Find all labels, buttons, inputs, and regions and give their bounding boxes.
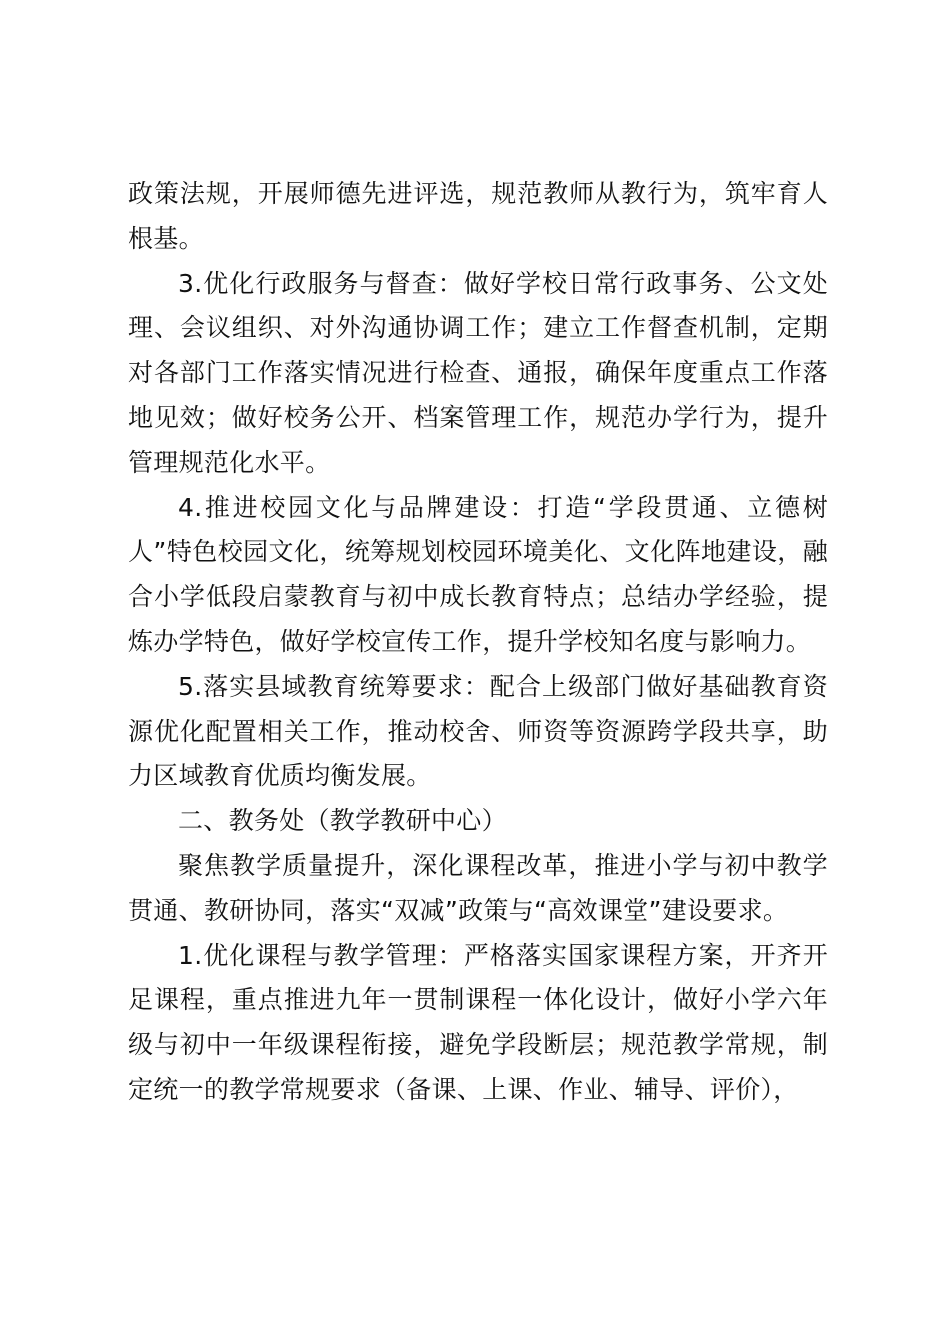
section-heading: 二、教务处（教学教研中心） — [178, 806, 507, 836]
paragraph-item-3: 3.优化行政服务与督查：做好学校日常行政事务、公文处理、会议组织、对外沟通协调工作；建立工作督查机制，定期对各部门工作落实情况进行检查、通报，确保年度重点工作落地见效；做好校务公开、档案管理工作，规范办学行为，提升管理规范化水平。 — [128, 268, 828, 477]
paragraph-continuation: 政策法规，开展师德先进评选，规范教师从教行为，筑牢育人根基。 — [128, 179, 828, 253]
paragraph-item-1: 1.优化课程与教学管理：严格落实国家课程方案，开齐开足课程，重点推进九年一贯制课程一体化设计，做好小学六年级与初中一年级课程衔接，避免学段断层；规范教学常规，制定统一的教学常规要求（备课、上课、作业、辅导、评价）， — [128, 940, 828, 1104]
paragraph-item-4: 4.推进校园文化与品牌建设：打造“学段贯通、立德树人”特色校园文化，统筹规划校园环境美化、文化阵地建设，融合小学低段启蒙教育与初中成长教育特点；总结办学经验，提炼办学特色，做好学校宣传工作，提升学校知名度与影响力。 — [128, 492, 828, 656]
section-intro: 聚焦教学质量提升，深化课程改革，推进小学与初中教学贯通、教研协同，落实“双减”政策与“高效课堂”建设要求。 — [128, 850, 828, 925]
paragraph-item-5: 5.落实县域教育统筹要求：配合上级部门做好基础教育资源优化配置相关工作，推动校舍、师资等资源跨学段共享，助力区域教育优质均衡发展。 — [128, 671, 828, 791]
document-body — [128, 172, 828, 1113]
